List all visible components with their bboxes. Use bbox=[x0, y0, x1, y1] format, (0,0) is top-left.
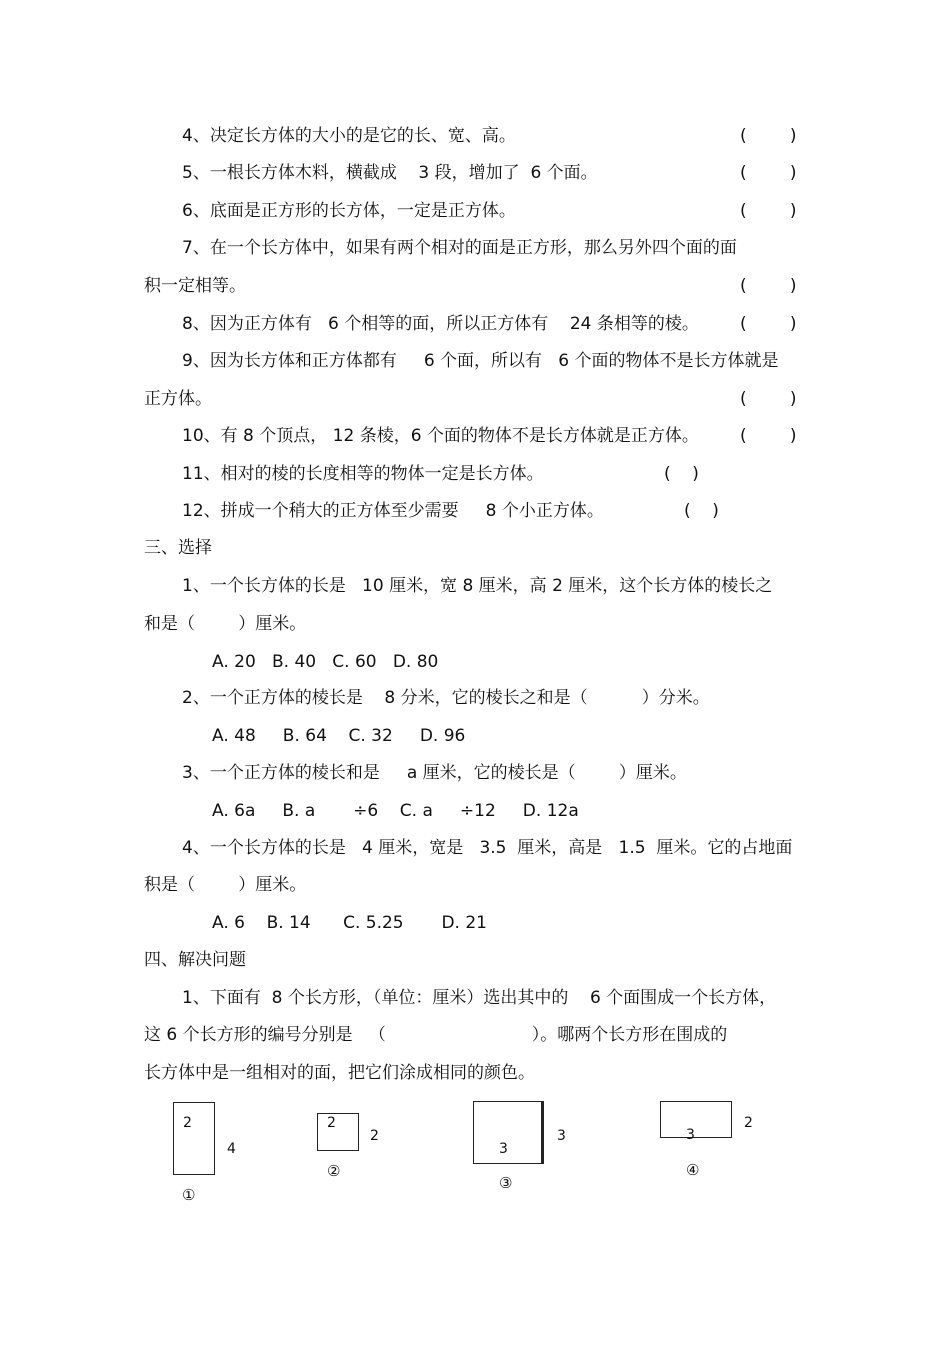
choice-q4: 4、一个长方体的长是 4 厘米，宽是 3.5 厘米，高是 1.5 厘米。它的占地面 bbox=[182, 838, 793, 858]
judge-item-9-cont: 正方体。 bbox=[144, 389, 212, 409]
rectangle-4-width-label: 3 bbox=[686, 1127, 695, 1143]
section-title-problems: 四、解决问题 bbox=[144, 950, 246, 970]
rectangle-2-number: ② bbox=[327, 1162, 341, 1180]
rectangle-3-number: ③ bbox=[499, 1174, 513, 1192]
rectangle-1-width-label: 2 bbox=[183, 1115, 192, 1131]
rectangle-2-width-label: 2 bbox=[327, 1115, 336, 1131]
answer-paren-5[interactable]: ( ) bbox=[740, 163, 797, 183]
rectangle-3-width-label: 3 bbox=[499, 1141, 508, 1157]
answer-paren-11[interactable]: ( ) bbox=[664, 464, 699, 484]
answer-paren-7[interactable]: ( ) bbox=[740, 276, 797, 296]
rectangle-4-height-label: 2 bbox=[744, 1115, 753, 1131]
judge-item-4: 4、决定长方体的大小的是它的长、宽、高。 bbox=[182, 126, 516, 146]
answer-paren-10[interactable]: ( ) bbox=[740, 426, 797, 446]
judge-item-11: 11、相对的棱的长度相等的物体一定是长方体。 bbox=[182, 464, 544, 484]
problem-q1-line1: 1、下面有 8 个长方形，（单位：厘米）选出其中的 6 个面围成一个长方体， bbox=[182, 988, 777, 1008]
judge-item-6: 6、底面是正方形的长方体，一定是正方体。 bbox=[182, 201, 516, 221]
answer-paren-8[interactable]: ( ) bbox=[740, 314, 797, 334]
judge-item-8: 8、因为正方体有 6 个相等的面，所以正方体有 24 条相等的棱。 bbox=[182, 314, 699, 334]
rectangle-3-height-label: 3 bbox=[557, 1128, 566, 1144]
choice-q1: 1、一个长方体的长是 10 厘米，宽 8 厘米，高 2 厘米，这个长方体的棱长之 bbox=[182, 576, 773, 596]
judge-item-7-cont: 积一定相等。 bbox=[144, 276, 246, 296]
rectangle-figure-3 bbox=[473, 1101, 544, 1164]
judge-item-12: 12、拼成一个稍大的正方体至少需要 8 个小正方体。 bbox=[182, 501, 604, 521]
section-title-choice: 三、选择 bbox=[144, 538, 212, 558]
choice-q4-options: A. 6 B. 14 C. 5.25 D. 21 bbox=[212, 913, 487, 933]
problem-q1-line3: 长方体中是一组相对的面，把它们涂成相同的颜色。 bbox=[144, 1063, 535, 1083]
judge-item-7: 7、在一个长方体中，如果有两个相对的面是正方形，那么另外四个面的面 bbox=[182, 238, 737, 258]
judge-item-5: 5、一根长方体木料，横截成 3 段，增加了 6 个面。 bbox=[182, 163, 598, 183]
rectangle-figure-2 bbox=[317, 1113, 359, 1151]
choice-q1-cont: 和是（ ）厘米。 bbox=[144, 614, 307, 634]
judge-item-10: 10、有 8 个顶点， 12 条棱，6 个面的物体不是长方体就是正方体。 bbox=[182, 426, 699, 446]
choice-q3: 3、一个正方体的棱长和是 a 厘米，它的棱长是（ ）厘米。 bbox=[182, 763, 687, 783]
rectangle-2-height-label: 2 bbox=[370, 1128, 379, 1144]
choice-q2: 2、一个正方体的棱长是 8 分米，它的棱长之和是（ ）分米。 bbox=[182, 688, 710, 708]
choice-q4-cont: 积是（ ）厘米。 bbox=[144, 875, 307, 895]
rectangle-1-number: ① bbox=[182, 1186, 196, 1204]
answer-paren-12[interactable]: ( ) bbox=[684, 501, 719, 521]
answer-paren-9[interactable]: ( ) bbox=[740, 389, 797, 409]
rectangle-figure-4 bbox=[660, 1101, 732, 1138]
rectangle-4-number: ④ bbox=[686, 1161, 700, 1179]
problem-q1-line2: 这 6 个长方形的编号分别是 （ ）。哪两个长方形在围成的 bbox=[144, 1025, 728, 1045]
choice-q1-options: A. 20 B. 40 C. 60 D. 80 bbox=[212, 652, 439, 672]
rectangle-1-height-label: 4 bbox=[227, 1141, 236, 1157]
judge-item-9: 9、因为长方体和正方体都有 6 个面，所以有 6 个面的物体不是长方体就是 bbox=[182, 351, 779, 371]
choice-q3-options: A. 6a B. a ÷6 C. a ÷12 D. 12a bbox=[212, 801, 579, 821]
answer-paren-6[interactable]: ( ) bbox=[740, 201, 797, 221]
rectangle-figure-1 bbox=[173, 1102, 215, 1175]
answer-paren-4[interactable]: ( ) bbox=[740, 126, 797, 146]
choice-q2-options: A. 48 B. 64 C. 32 D. 96 bbox=[212, 726, 466, 746]
